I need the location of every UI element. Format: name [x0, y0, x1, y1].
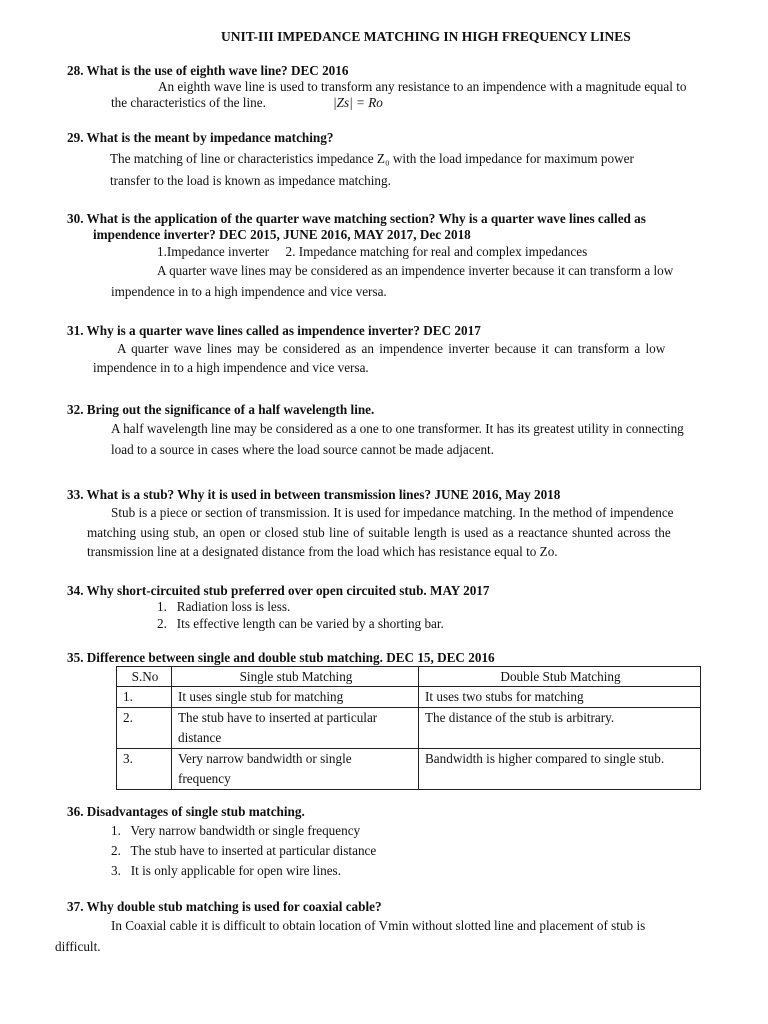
- question-36: 36. Disadvantages of single stub matching.: [67, 804, 305, 819]
- question-32: 32. Bring out the significance of a half wavelength line.: [67, 402, 375, 417]
- header-sno: S.No: [117, 667, 172, 687]
- answer-29-line1: The matching of line or characteristics impedance Z₀ with the load impedance for maximum power: [110, 151, 634, 166]
- formula-eighth-wave: |Zs| = Ro: [333, 95, 383, 110]
- answer-31-line2: impendence in to a high impendence and vice versa.: [93, 360, 369, 375]
- cell-sno: 3.: [117, 749, 172, 790]
- question-35: 35. Difference between single and double stub matching. DEC 15, DEC 2016: [67, 650, 495, 665]
- table-row: [117, 708, 701, 749]
- answer-36-item2: 2. The stub have to inserted at particular distance: [111, 843, 377, 858]
- answer-30-line2: impendence in to a high impendence and vice versa.: [111, 284, 387, 299]
- answer-30-line1: A quarter wave lines may be considered as an impendence inverter because it can transform a low: [157, 263, 674, 278]
- question-30-line1: 30. What is the application of the quarter wave matching section? Why is a quarter wave lines called as: [67, 211, 646, 226]
- answer-28-line1: An eighth wave line is used to transform any resistance to an impendence with a magnitude equal to: [158, 79, 687, 94]
- question-29: 29. What is the meant by impedance matching?: [67, 130, 334, 145]
- cell-text-cont: distance: [178, 730, 222, 745]
- page-title: UNIT-III IMPEDANCE MATCHING IN HIGH FREQUENCY LINES: [221, 29, 631, 44]
- table-row: [117, 687, 701, 708]
- header-single-stub: Single stub Matching: [172, 667, 419, 687]
- cell-double: It uses two stubs for matching: [419, 687, 701, 708]
- answer-33-line3: transmission line at a designated distance from the load which has resistance equal to Zo.: [87, 544, 558, 559]
- cell-double: Bandwidth is higher compared to single stub.: [419, 749, 701, 790]
- cell-single: [172, 708, 419, 749]
- answer-31-line1: A quarter wave lines may be considered as an impendence inverter because it can transform a low: [117, 341, 666, 356]
- stub-comparison-table: [116, 666, 701, 790]
- answer-34-item2: 2. Its effective length can be varied by a shorting bar.: [157, 616, 444, 631]
- answer-34-item1: 1. Radiation loss is less.: [157, 599, 291, 614]
- answer-29-line2: transfer to the load is known as impedance matching.: [110, 173, 391, 188]
- cell-text: The stub have to inserted at particular: [178, 710, 378, 725]
- answer-30-applications: 1.Impedance inverter 2. Impedance matching for real and complex impedances: [157, 244, 588, 259]
- cell-text: Very narrow bandwidth or single: [178, 751, 352, 766]
- answer-33-line1: Stub is a piece or section of transmission. It is used for impedance matching. In the method of impendence: [111, 505, 674, 520]
- question-31: 31. Why is a quarter wave lines called as impendence inverter? DEC 2017: [67, 323, 481, 338]
- answer-33-line2: matching using stub, an open or closed stub line of suitable length is used as a reactance shunted across the: [87, 525, 671, 540]
- answer-37-line2: difficult.: [55, 939, 101, 954]
- question-28: 28. What is the use of eighth wave line? DEC 2016: [67, 63, 349, 78]
- table-header-row: [117, 667, 701, 687]
- answer-36-item1: 1. Very narrow bandwidth or single frequency: [111, 823, 361, 838]
- cell-sno: 2.: [117, 708, 172, 749]
- header-double-stub: Double Stub Matching: [419, 667, 701, 687]
- cell-single: [172, 749, 419, 790]
- cell-single: It uses single stub for matching: [172, 687, 419, 708]
- question-37: 37. Why double stub matching is used for coaxial cable?: [67, 899, 382, 914]
- cell-double: The distance of the stub is arbitrary.: [419, 708, 701, 749]
- answer-28-line2: the characteristics of the line.: [111, 95, 266, 110]
- answer-36-item3: 3. It is only applicable for open wire lines.: [111, 863, 341, 878]
- cell-text-cont: frequency: [178, 771, 231, 786]
- answer-32-line2: load to a source in cases where the load source cannot be made adjacent.: [111, 442, 495, 457]
- question-33: 33. What is a stub? Why it is used in between transmission lines? JUNE 2016, May 2018: [67, 487, 561, 502]
- cell-sno: 1.: [117, 687, 172, 708]
- question-30-line2: impendence inverter? DEC 2015, JUNE 2016, MAY 2017, Dec 2018: [93, 227, 471, 242]
- table-row: [117, 749, 701, 790]
- answer-32-line1: A half wavelength line may be considered as a one to one transformer. It has its greatest utility in connecting: [111, 421, 684, 436]
- answer-37-line1: In Coaxial cable it is difficult to obtain location of Vmin without slotted line and placement of stub is: [111, 918, 646, 933]
- question-34: 34. Why short-circuited stub preferred over open circuited stub. MAY 2017: [67, 583, 490, 598]
